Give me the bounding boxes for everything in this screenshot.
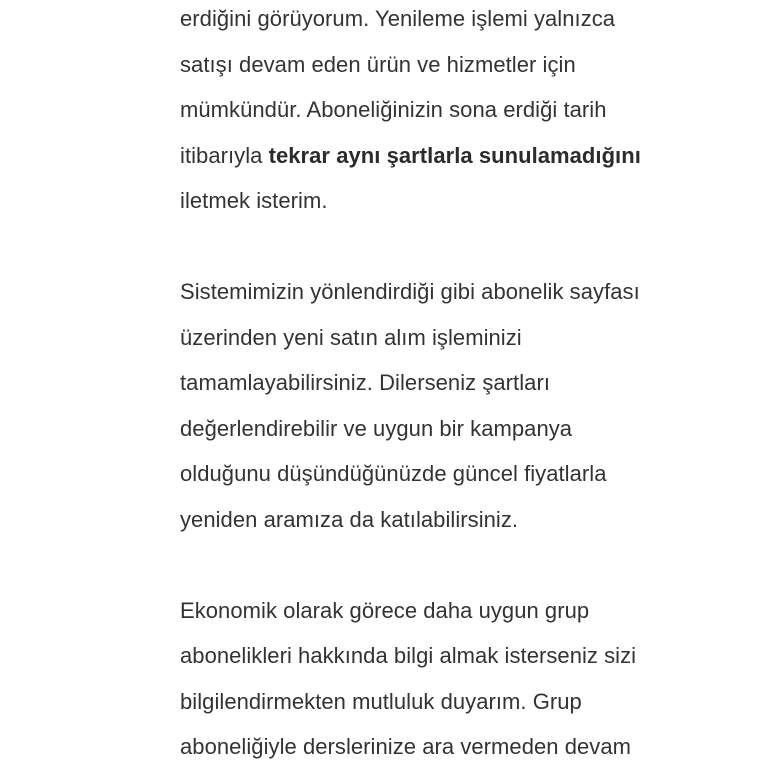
text-line: mümkündür. Aboneliğinizin sona erdiği tarih xyxy=(180,97,607,122)
text-line: tamamlayabilirsiniz. Dilerseniz şartları xyxy=(180,370,550,395)
paragraph-new-purchase xyxy=(180,269,740,542)
text-line: Sistemimizin yönlendirdiği gibi abonelik sayfası xyxy=(180,279,640,304)
message-body xyxy=(180,0,740,770)
text-line: değerlendirebilir ve uygun bir kampanya xyxy=(180,415,573,441)
text-line: abonelikleri hakkında bilgi almak isterseniz sizi xyxy=(180,643,637,668)
emphasis-text: tekrar aynı şartlarla sunulamadığını xyxy=(268,142,641,168)
text-line: aboneliğiyle derslerinize ara vermeden devam xyxy=(180,734,631,759)
text-line: satışı devam eden ürün ve hizmetler için xyxy=(180,51,576,77)
text-line: yeniden aramıza da katılabilirsiniz. xyxy=(180,506,519,532)
text-line: olduğunu düşündüğünüzde güncel fiyatlarla xyxy=(180,461,607,486)
text-line: üzerinden yeni satın alım işleminizi xyxy=(180,324,522,350)
text-line: erdiğini görüyorum. Yenileme işlemi yalnızca xyxy=(180,6,616,31)
text-line: Ekonomik olarak görece daha uygun grup xyxy=(180,597,590,623)
paragraph-renewal xyxy=(180,0,740,224)
text-line: bilgilendirmekten mutluluk duyarım. Grup xyxy=(180,688,582,714)
paragraph-group-subscription xyxy=(180,588,740,770)
text-line: iletmek isterim. xyxy=(180,188,328,213)
text-line: itibarıyla tekrar aynı şartlarla sunulamadığını xyxy=(180,142,641,168)
